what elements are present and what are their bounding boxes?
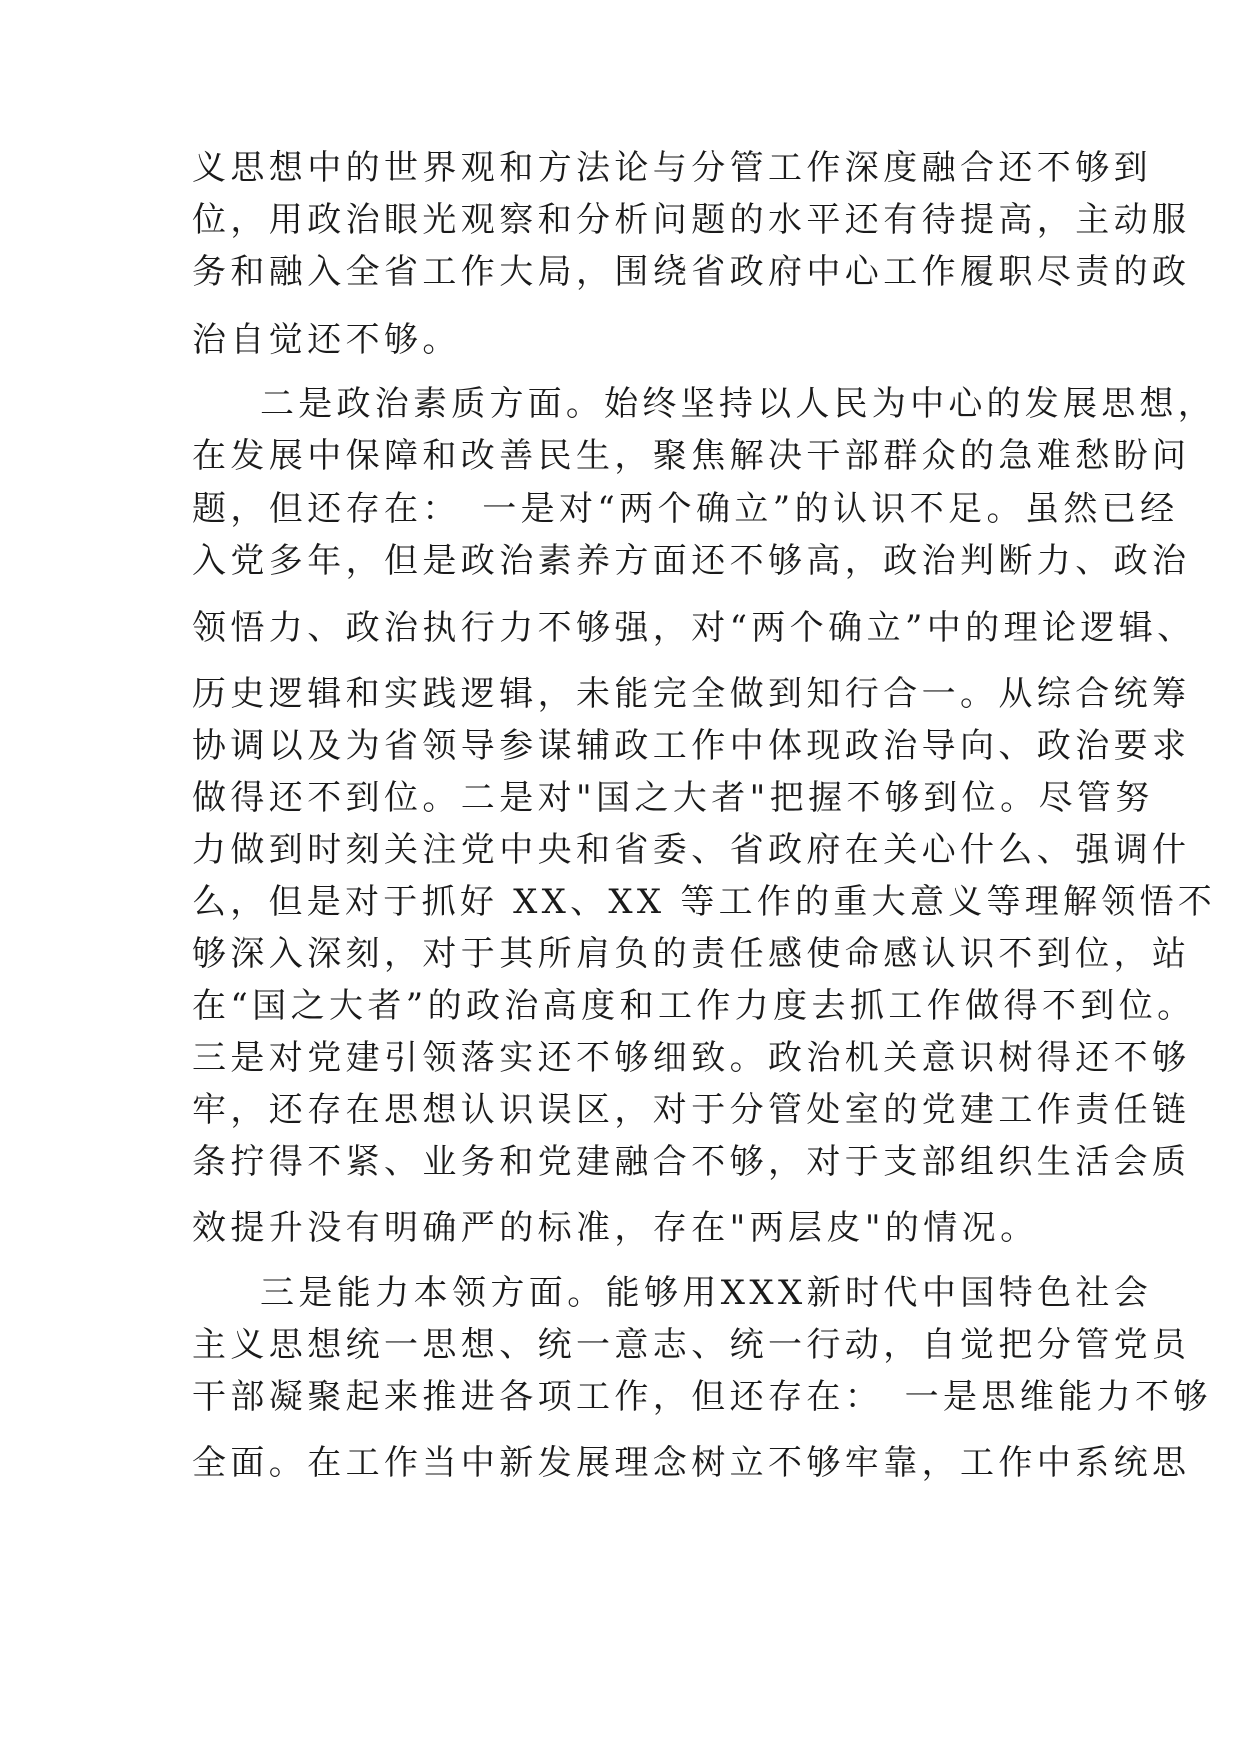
text-line: 题，但还存在： 一是对“两个确立”的认识不足。虽然已经 — [192, 489, 1179, 529]
text-line: 位，用政治眼光观察和分析问题的水平还有待提高，主动服 — [192, 200, 1191, 240]
text-line: 效提升没有明确严的标准，存在"两层皮"的情况。 — [192, 1208, 1039, 1248]
text-line: 力做到时刻关注党中央和省委、省政府在关心什么、强调什 — [192, 830, 1191, 870]
text-line: 主义思想统一思想、统一意志、统一行动，自觉把分管党员 — [192, 1325, 1191, 1365]
text-line: 在发展中保障和改善民生，聚焦解决干部群众的急难愁盼问 — [192, 436, 1191, 476]
text-line: 在“国之大者”的政治高度和工作力度去抓工作做得不到位。 — [192, 986, 1196, 1026]
text-line: 做得还不到位。二是对"国之大者"把握不够到位。尽管努 — [192, 778, 1154, 818]
paragraph-start-line: 三是能力本领方面。能够用XXX新时代中国特色社会 — [260, 1273, 1153, 1313]
text-line: 全面。在工作当中新发展理念树立不够牢靠，工作中系统思 — [192, 1443, 1191, 1483]
text-line: 务和融入全省工作大局，围绕省政府中心工作履职尽责的政 — [192, 252, 1191, 292]
text-line: 够深入深刻，对于其所肩负的责任感使命感认识不到位，站 — [192, 934, 1191, 974]
text-line: 历史逻辑和实践逻辑，未能完全做到知行合一。从综合统筹 — [192, 674, 1191, 714]
paragraph-start-line: 二是政治素质方面。始终坚持以人民为中心的发展思想， — [260, 384, 1216, 424]
text-line: 么，但是对于抓好 XX、XX 等工作的重大意义等理解领悟不 — [192, 882, 1217, 922]
text-line: 入党多年，但是政治素养方面还不够高，政治判断力、政治 — [192, 541, 1191, 581]
text-line: 条拧得不紧、业务和党建融合不够，对于支部组织生活会质 — [192, 1142, 1191, 1182]
text-line: 义思想中的世界观和方法论与分管工作深度融合还不够到 — [192, 148, 1152, 188]
text-line: 牢，还存在思想认识误区，对于分管处室的党建工作责任链 — [192, 1090, 1191, 1130]
text-line: 三是对党建引领落实还不够细致。政治机关意识树得还不够 — [192, 1038, 1191, 1078]
text-line: 领悟力、政治执行力不够强，对“两个确立”中的理论逻辑、 — [192, 608, 1196, 648]
text-line: 干部凝聚起来推进各项工作，但还存在： 一是思维能力不够 — [192, 1377, 1212, 1417]
text-line: 协调以及为省领导参谋辅政工作中体现政治导向、政治要求 — [192, 726, 1191, 766]
text-line: 治自觉还不够。 — [192, 320, 461, 360]
